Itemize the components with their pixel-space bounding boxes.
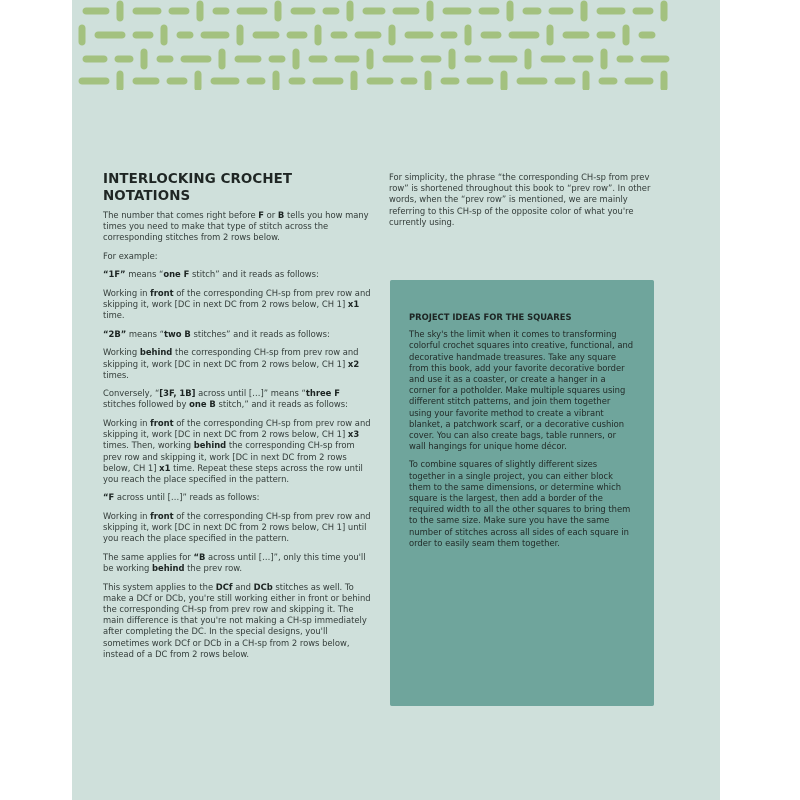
section-heading: INTERLOCKING CROCHET NOTATIONS: [103, 172, 293, 204]
example-6-paragraph: [103, 582, 371, 660]
sidebar-paragraph-2: To combine squares of slightly different sizes together in a single project, you can either block them to the same dimensions, or determine which square is the largest, then add a border of the required width to all the other squares to bring them to the same size. Make sure you have the same number of stitches across all sides of each square in order to easily seam them together.: [409, 459, 631, 548]
ex4-body-text: Working in front of the corresponding CH-sp from prev row and skipping it, work [DC in next DC from 2 rows below, CH 1] until you reach the place specified in the pattern.: [103, 510, 371, 544]
ex1-text: “1F” means “one F stitch” and it reads as follows:: [103, 269, 319, 280]
ex1-body-text: Working in front of the corresponding CH-sp from prev row and skipping it, work [DC in next DC from 2 rows below, CH 1] x1 time.: [103, 287, 371, 321]
example-1-heading: [103, 269, 371, 280]
example-3-body: [103, 418, 371, 485]
ex3-text: Conversely, “[3F, 1B] across until […]” means “three F stitches followed by one B stitch,” and it reads as follows:: [103, 388, 348, 410]
left-column: [103, 172, 371, 667]
example-3-heading: [103, 388, 371, 410]
sidebar-title: PROJECT IDEAS FOR THE SQUARES: [409, 312, 572, 322]
ex3-body-text: Working in front of the corresponding CH-sp from prev row and skipping it, work [DC in next DC from 2 rows below, CH 1] x3 times. Then, working behind the corresponding CH-sp from prev row and skipping it, work [DC in next DC from 2 rows below, CH 1] x1 time. Repeat these steps across the row until you reach the place specified in the pattern.: [103, 417, 371, 484]
example-2-heading: [103, 329, 371, 340]
intro-paragraph: [103, 210, 371, 244]
project-ideas-sidebar: [390, 280, 654, 706]
intro-text: The number that comes right before F or B tells you how many times you need to make that type of stitch across the corresponding stitches from 2 rows below.: [103, 210, 369, 243]
for-example-label: For example:: [103, 250, 158, 261]
simplicity-paragraph: For simplicity, the phrase “the corresponding CH-sp from prev row” is shortened throughout this book to “prev row”. In other words, when the “prev row” is mentioned, we are mainly referring to this CH-sp of the opposite color of what you're currently using.: [389, 172, 651, 227]
ex2-body-text: Working behind the corresponding CH-sp from prev row and skipping it, work [DC in next DC from 2 rows below, CH 1] x2 times.: [103, 347, 360, 380]
example-2-body: [103, 347, 371, 381]
ex2-text: “2B” means “two B stitches” and it reads as follows:: [103, 328, 330, 339]
book-page: [72, 0, 720, 800]
example-4-heading: [103, 492, 371, 503]
example-4-body: [103, 511, 371, 545]
ex6-text: This system applies to the DCf and DCb stitches as well. To make a DCf or DCb, you're still working either in front or behind the corresponding CH-sp from prev row and skipping it. The main difference is that you're not making a CH-sp immediately after completing the DC. In the special designs, you'll sometimes work DCf or DCb in a CH-sp from 2 rows below, instead of a DC from 2 rows below.: [103, 581, 371, 659]
example-5-paragraph: [103, 552, 371, 574]
sidebar-paragraph-1: The sky's the limit when it comes to transforming colorful crochet squares into creative, functional, and decorative handmade treasures. Take any square from this book, add your favorite decorative border and use it as a coaster, or create a hanger in a corner for a potholder. Make multiple squares using different stitch patterns, and join them together using your favorite method to create a vibrant blanket, a patchwork scarf, or a decorative cushion cover. You can also create bags, table runners, or wall hangings for unique home décor.: [409, 329, 634, 452]
stitch-pattern-decoration: [72, 0, 720, 90]
ex4-text: “F across until […]” reads as follows:: [103, 492, 260, 503]
green-dash-stitch-pattern: [82, 4, 666, 88]
right-column: [389, 172, 661, 228]
example-1-body: [103, 288, 371, 322]
ex5-text: The same applies for “B across until […]”, only this time you'll be working behind the prev row.: [103, 551, 366, 574]
